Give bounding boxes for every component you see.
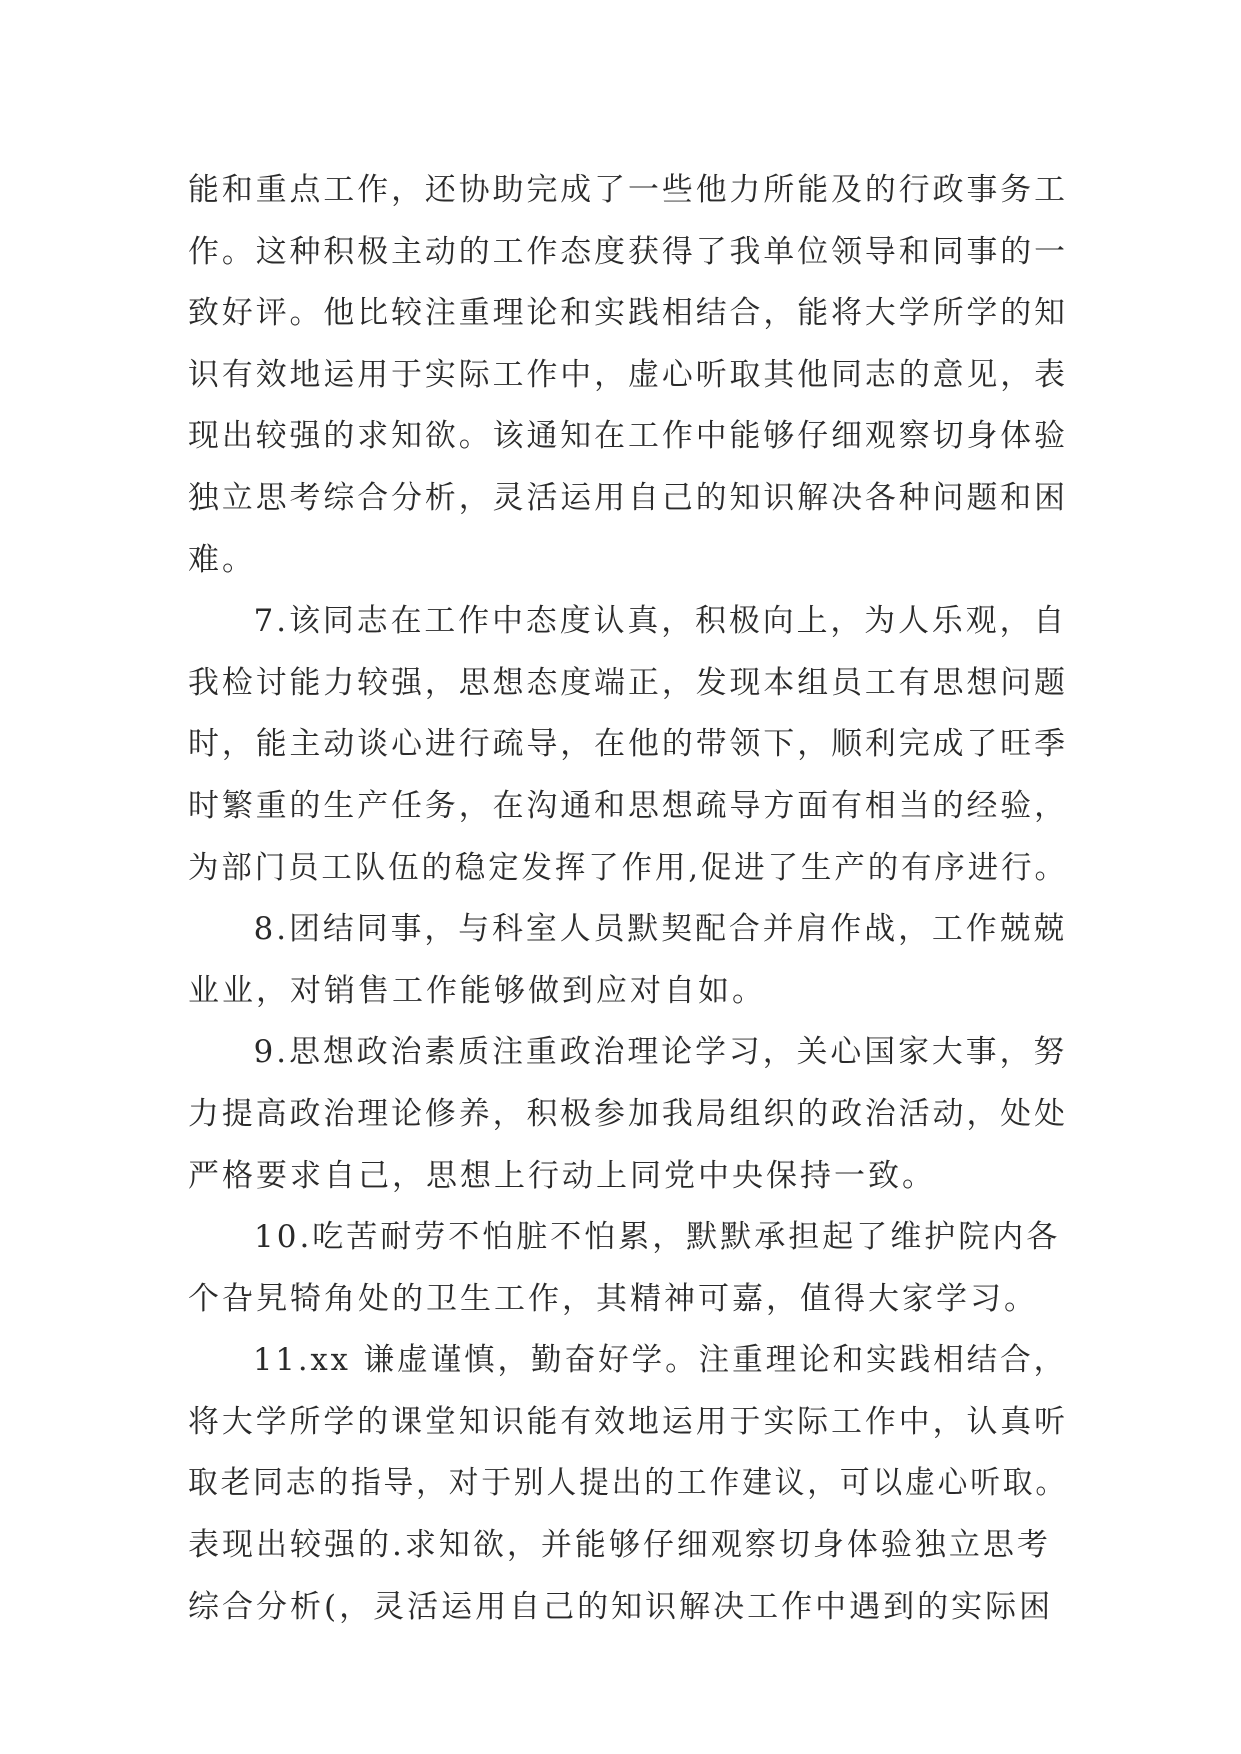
text-line: 取老同志的指导，对于别人提出的工作建议，可以虚心听取。 [188, 1465, 1068, 1502]
text-line: 时繁重的生产任务，在沟通和思想疏导方面有相当的经验， [188, 787, 1068, 824]
text-line: 作。这种积极主动的工作态度获得了我单位领导和同事的一 [188, 233, 1068, 270]
text-line: 为部门员工队伍的稳定发挥了作用,促进了生产的有序进行。 [188, 849, 1068, 886]
text-line: 个旮旯犄角处的卫生工作，其精神可嘉，值得大家学习。 [188, 1280, 1038, 1317]
text-line: 时，能主动谈心进行疏导，在他的带领下，顺利完成了旺季 [188, 726, 1068, 763]
text-line: 严格要求自己，思想上行动上同党中央保持一致。 [188, 1157, 936, 1194]
text-line: 业业，对销售工作能够做到应对自如。 [188, 972, 766, 1009]
text-line: 能和重点工作，还协助完成了一些他力所能及的行政事务工 [188, 172, 1068, 208]
paragraph-first-line: 9.思想政治素质注重政治理论学习，关心国家大事，努 [253, 1034, 1068, 1071]
text-line: 难。 [188, 541, 256, 578]
document-body [188, 160, 1068, 1638]
paragraph-first-line: 10.吃苦耐劳不怕脏不怕累，默默承担起了维护院内各 [254, 1219, 1061, 1256]
paragraph-first-line: 7.该同志在工作中态度认真，积极向上，为人乐观，自 [253, 603, 1068, 640]
text-line: 将大学所学的课堂知识能有效地运用于实际工作中，认真听 [188, 1403, 1068, 1440]
text-line: 力提高政治理论修养，积极参加我局组织的政治活动，处处 [188, 1095, 1068, 1132]
text-line: 我检讨能力较强，思想态度端正，发现本组员工有思想问题 [188, 664, 1068, 701]
text-line: 独立思考综合分析，灵活运用自己的知识解决各种问题和困 [188, 479, 1068, 516]
paragraph-first-line: 11.xx 谦虚谨慎，勤奋好学。注重理论和实践相结合， [253, 1342, 1068, 1379]
paragraph-first-line: 8.团结同事，与科室人员默契配合并肩作战，工作兢兢 [253, 911, 1068, 948]
text-line: 表现出较强的.求知欲，并能够仔细观察切身体验独立思考 [188, 1527, 1051, 1564]
text-line: 综合分析(，灵活运用自己的知识解决工作中遇到的实际困 [188, 1588, 1054, 1625]
text-line: 现出较强的求知欲。该通知在工作中能够仔细观察切身体验 [188, 418, 1068, 455]
text-line: 致好评。他比较注重理论和实践相结合，能将大学所学的知 [188, 295, 1068, 332]
text-line: 识有效地运用于实际工作中，虚心听取其他同志的意见，表 [188, 356, 1068, 393]
